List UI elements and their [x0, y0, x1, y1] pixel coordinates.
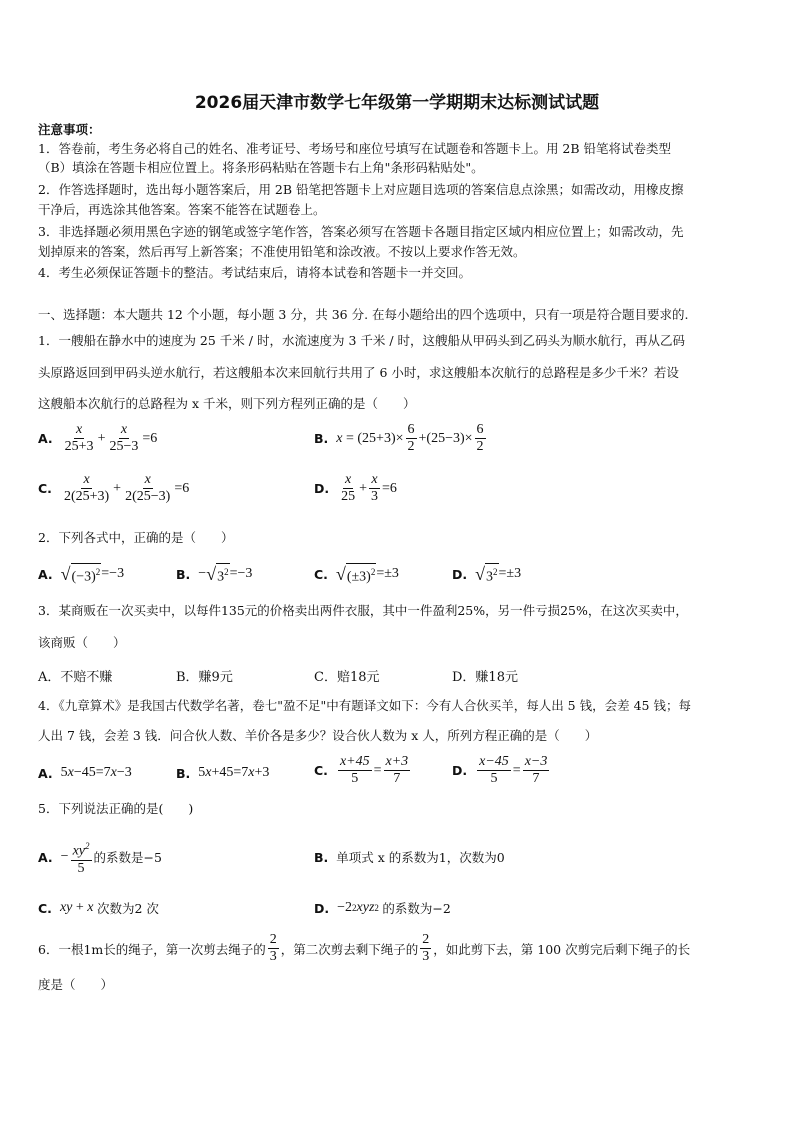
q1-option-b[interactable]: B. x = (25+3)× $\frac{6}{2}$ +(25−3)× $\frac{6}{2}$: [314, 422, 488, 455]
q2-option-b[interactable]: B. − √ $3^2$ =−3: [176, 563, 253, 585]
section-heading: 一、选择题：本大题共 12 个小题，每小题 3 分，共 36 分. 在每小题给出的四个选项中，只有一项是符合题目要求的.: [38, 307, 689, 322]
q5-stem: 5．下列说法正确的是( ): [38, 801, 194, 816]
q5-option-a[interactable]: A. − $\frac{xy^2}{5}$ 的系数是−5: [38, 838, 162, 877]
q1-option-d[interactable]: D. $\frac{x}{25}$ + $\frac{x}{3}$ =6: [314, 472, 397, 504]
notice-line: 3．非选择题必须用黑色字迹的钢笔或签字笔作答，答案必须写在答题卡各题目指定区域内相应位置上；如需改动，先: [38, 224, 684, 239]
q2-d-formula: √ $3^2$ =±3: [475, 563, 522, 585]
q6-fraction-1: $\frac{2}{3}$: [269, 932, 277, 964]
q1-option-c[interactable]: C. $\frac{x}{2(25+3)}$ + $\frac{x}{2(25-3)}$ =6: [38, 472, 190, 504]
q4-option-c[interactable]: C. $\frac{x+45}{5}$ = $\frac{x+3}{7}$: [314, 754, 412, 787]
q4-b-formula: 5 x +45=7 x +3: [198, 765, 270, 780]
notice-line: 4．考生必须保证答题卡的整洁。考试结束后，请将本试卷和答题卡一并交回。: [38, 265, 471, 280]
q3-stem: 该商贩（ ）: [38, 635, 126, 650]
q1-stem: 1．一艘船在静水中的速度为 25 千米 / 时，水流速度为 3 千米 / 时，这艘船从甲码头到乙码头为顺水航行，再从乙码: [38, 333, 686, 348]
q4-c-formula: $\frac{x+45}{5}$ = $\frac{x+3}{7}$: [339, 754, 409, 786]
q2-b-formula: − √ $3^2$ =−3: [198, 563, 253, 585]
q4-stem: 人出 7 钱，会差 3 钱．问合伙人数、羊价各是多少？设合伙人数为 x 人，所列方程正确的是（ ）: [38, 728, 598, 743]
q5-c-formula: xy + x: [59, 900, 94, 915]
q2-c-formula: √ $(\pm 3)^2$ =±3: [335, 563, 399, 585]
q2-option-d[interactable]: D. √ $3^2$ =±3: [452, 563, 522, 585]
q4-option-d[interactable]: D. $\frac{x-45}{5}$ = $\frac{x-3}{7}$: [452, 754, 551, 787]
q2-a-formula: √ $(-3)^2$ =−3: [60, 563, 125, 585]
q6-stem: 6．一根1m长的绳子，第一次剪去绳子的 $\frac{2}{3}$ ，第二次剪去剩下绳子的 $\frac{2}{3}$ ，如此剪下去，第 100 次剪完后剩下绳子的长: [38, 932, 691, 964]
q4-a-formula: 5 x −45=7 x −3: [60, 765, 132, 780]
q1-stem: 这艘船本次航行的总路程为 x 千米，则下列方程列正确的是（ ）: [38, 396, 416, 411]
q4-option-a[interactable]: A. 5 x −45=7 x −3: [38, 765, 132, 781]
q3-stem: 3．某商贩在一次买卖中，以每件135元的价格卖出两件衣服，其中一件盈利25%，另一件亏损25%，在这次买卖中，: [38, 603, 688, 618]
q3-option-a[interactable]: A．不赔不赚: [38, 670, 113, 685]
q6-stem: 度是（ ）: [38, 977, 114, 992]
q2-option-a[interactable]: A. √ $(-3)^2$ =−3: [38, 563, 125, 585]
q5-option-b[interactable]: B. 单项式 x 的系数为1，次数为0: [314, 849, 505, 865]
notice-header: 注意事项：: [38, 122, 101, 137]
q5-option-d[interactable]: D. −2 2 xyz 2 的系数为−2: [314, 900, 451, 916]
q1-b-formula: x = (25+3)× $\frac{6}{2}$ +(25−3)× $\frac{6}{2}$: [336, 422, 484, 454]
page-title: 2026届天津市数学七年级第一学期期末达标测试试题: [194, 93, 600, 113]
q1-a-formula: $\frac{x}{25+3}$ + $\frac{x}{25-3}$ =6: [64, 422, 158, 454]
q4-d-formula: $\frac{x-45}{5}$ = $\frac{x-3}{7}$: [479, 754, 548, 786]
q3-option-c[interactable]: C．赔18元: [314, 670, 380, 685]
q1-option-a[interactable]: A. $\frac{x}{25+3}$ + $\frac{x}{25-3}$ =6: [38, 422, 158, 454]
q2-option-c[interactable]: C. √ $(\pm 3)^2$ =±3: [314, 563, 399, 585]
q3-option-d[interactable]: D．赚18元: [452, 670, 518, 685]
q1-c-formula: $\frac{x}{2(25+3)}$ + $\frac{x}{2(25-3)}$ =6: [63, 472, 190, 504]
q1-stem: 头原路返回到甲码头逆水航行，若这艘船本次来回航行共用了 6 小时，求这艘船本次航行的总路程是多少千米？若设: [38, 365, 679, 380]
notice-line: （B）填涂在答题卡相应位置上。将条形码粘贴在答题卡右上角"条形码粘贴处"。: [38, 160, 484, 175]
notice-line: 划掉原来的答案，然后再写上新答案；不准使用铅笔和涂改液。不按以上要求作答无效。: [38, 244, 526, 259]
q5-a-formula: − $\frac{xy^2}{5}$: [61, 838, 94, 877]
q4-option-b[interactable]: B. 5 x +45=7 x +3: [176, 765, 270, 781]
q6-fraction-2: $\frac{2}{3}$: [422, 932, 430, 964]
notice-line: 1．答卷前，考生务必将自己的姓名、准考证号、考场号和座位号填写在试题卷和答题卡上。用 2B 铅笔将试卷类型: [38, 141, 672, 156]
notice-line: 2．作答选择题时，选出每小题答案后，用 2B 铅笔把答题卡上对应题目选项的答案信息点涂黑；如需改动，用橡皮擦: [38, 182, 684, 197]
q4-stem: 4．《九章算术》是我国古代数学名著，卷七"盈不足"中有题译文如下：今有人合伙买羊，每人出 5 钱，会差 45 钱；每: [38, 698, 691, 713]
q2-stem: 2．下列各式中，正确的是（ ）: [38, 530, 234, 545]
q3-option-b[interactable]: B．赚9元: [176, 670, 233, 685]
q5-option-c[interactable]: C. xy + x 次数为2 次: [38, 900, 159, 916]
notice-line: 干净后，再选涂其他答案。答案不能答在试题卷上。: [38, 202, 326, 217]
q5-d-formula: −2 2 xyz 2: [337, 900, 379, 915]
q1-d-formula: $\frac{x}{25}$ + $\frac{x}{3}$ =6: [341, 472, 397, 504]
